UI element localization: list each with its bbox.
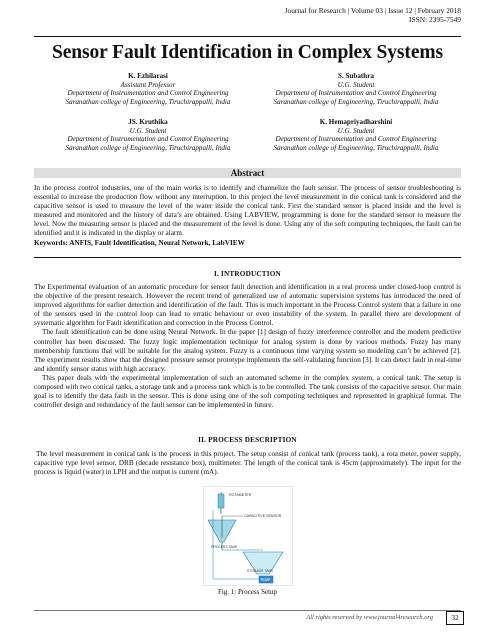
issn: ISSN: 2395-7549 [409, 15, 461, 24]
author-dept: Department of Instrumentation and Control Engineering [275, 89, 437, 98]
footer-rights: All rights reserved by www.journal4research.org [306, 614, 433, 621]
label-capacitive-sensor: CAPACITIVE SENSOR [244, 514, 282, 518]
author-dept: Department of Instrumentation and Control Engineering [275, 135, 437, 144]
abstract-text [34, 184, 461, 248]
abstract-rule [34, 257, 461, 258]
header-rule [34, 36, 461, 37]
label-process-tank: PROCESS TANK [211, 545, 238, 549]
keywords: Keywords: ANFIS, Fault Identification, Neural Network, LabVIEW [34, 238, 245, 247]
author-dept: Department of Instrumentation and Control Engineering [67, 135, 229, 144]
author-inst: Saranathan college of Engineering, Tiruchirappalli, India [65, 143, 231, 152]
intro-paragraph-2: The fault identification can be done using Neural Network. In the paper [1] design of fuzzy interference controller and the modern predictive controller has been discussed. The fuzzy logic implementation technique for analog system is done by various methods. Fuzzy has many membership functions that will be suitable for the analog system. Fuzzy is a continuous time varying system so modeling can’t be achieved [2]. The experiment results show that the designed pressure sensor prototype implements the self-validating function [3]. It can detect fault in real-time and identify sensor status with high accuracy. [34, 328, 461, 373]
author-name: K. Ezhilarasi [128, 72, 168, 80]
author-block-4 [246, 118, 466, 152]
label-pump: PUMP [261, 578, 271, 582]
author-name: S. Subathra [338, 72, 374, 80]
author-block-1 [38, 72, 258, 106]
section-heading-introduction: I. INTRODUCTION [214, 270, 281, 278]
author-block-2 [246, 72, 466, 106]
intro-paragraph-3: This paper deals with the experimental implementation of such an automated scheme in the complex system, a conical tank. The setup is composed with two conical tanks, a storage tank and a process tank which is to be controlled. The tank consists of the capacitive sensor. Our main goal is to identify the data fault in the sensor. This is done using one of the soft computing techniques and represented in graphical format. The controller design and redundancy of the fault sensor can be implemented in future. [34, 373, 461, 410]
author-inst: Saranathan college of Engineering, Tiruchirappalli, India [273, 97, 439, 106]
journal-header [285, 6, 461, 24]
process-paragraph-1: The level measurement in conical tank is the process in this project. The setup consist of conical tank (process tank), a rota meter, power supply, capacitive type level sensor, DRB (decade resistance box), multimeter. The length of the conical tank is 45cm (approximately). The input for the process is liquid (water) in LPH and the output is current (mA). [34, 450, 461, 477]
process-setup-figure [203, 486, 293, 586]
author-role: U.G. Student [337, 126, 375, 135]
author-role: U.G. Student [337, 80, 375, 89]
author-name: JS. Kruthika [128, 118, 168, 126]
author-name: K. Hemapriyadharshini [319, 118, 393, 126]
section-heading-process: II. PROCESS DESCRIPTION [198, 436, 297, 444]
author-role: Assistant Professor [120, 80, 176, 89]
figure-caption: Fig. 1: Process Setup [217, 588, 278, 596]
author-dept: Department of Instrumentation and Control Engineering [67, 89, 229, 98]
label-storage-tank: STORAGE TANK [247, 569, 274, 573]
author-inst: Saranathan college of Engineering, Tiruchirappalli, India [65, 97, 231, 106]
abstract-body: In the process control industries, one of the main works is to identify and channelize the fault sensor. The process of sensor troubleshooting is essential to increase the production flow without any interruption. In this project the level measurement in the conical tank is considered and the capacitive sensor is used to measure the level of the water inside the conical tank. First the standard sensor is placed inside and the level is measured and monitored and the history of data’s are obtained. Using LABVIEW, programming is done for the standard sensor to measure the level. Now the measuring sensor is placed and the measurement of the level is done. Using any of the soft computing techniques, the fault can be identified and it is indicated in the display or alarm. [34, 184, 461, 238]
journal-info: Journal for Research | Volume 03 | Issue 12 | February 2018 [284, 6, 461, 15]
author-role: U.G. Student [129, 126, 167, 135]
abstract-heading: Abstract [230, 168, 265, 178]
process-text [34, 450, 461, 477]
intro-paragraph-1: The Experimental evaluation of an automatic procedure for sensor fault detection and identification in a real process under closed-loop control is the objective of the present research. However the recent trend of generalized use of automatic supervision systems has introduced the need of improved algorithms for earlier detection and identification of the fault. This is much important in the Process Control system that a failure in one of the sensors used in the control loop can lead to erratic behaviour or even instability of the system. In parallel there are development of systematic algorithm for Fault identification and correction in the Process Control. [34, 283, 461, 328]
author-inst: Saranathan college of Engineering, Tiruchirappalli, India [273, 143, 439, 152]
label-rotameter: ROTAMETER [229, 493, 252, 497]
paper-title: Sensor Fault Identification in Complex Systems [51, 42, 444, 63]
introduction-text [34, 283, 461, 410]
page-number: 32 [446, 611, 464, 625]
author-block-3 [38, 118, 258, 152]
